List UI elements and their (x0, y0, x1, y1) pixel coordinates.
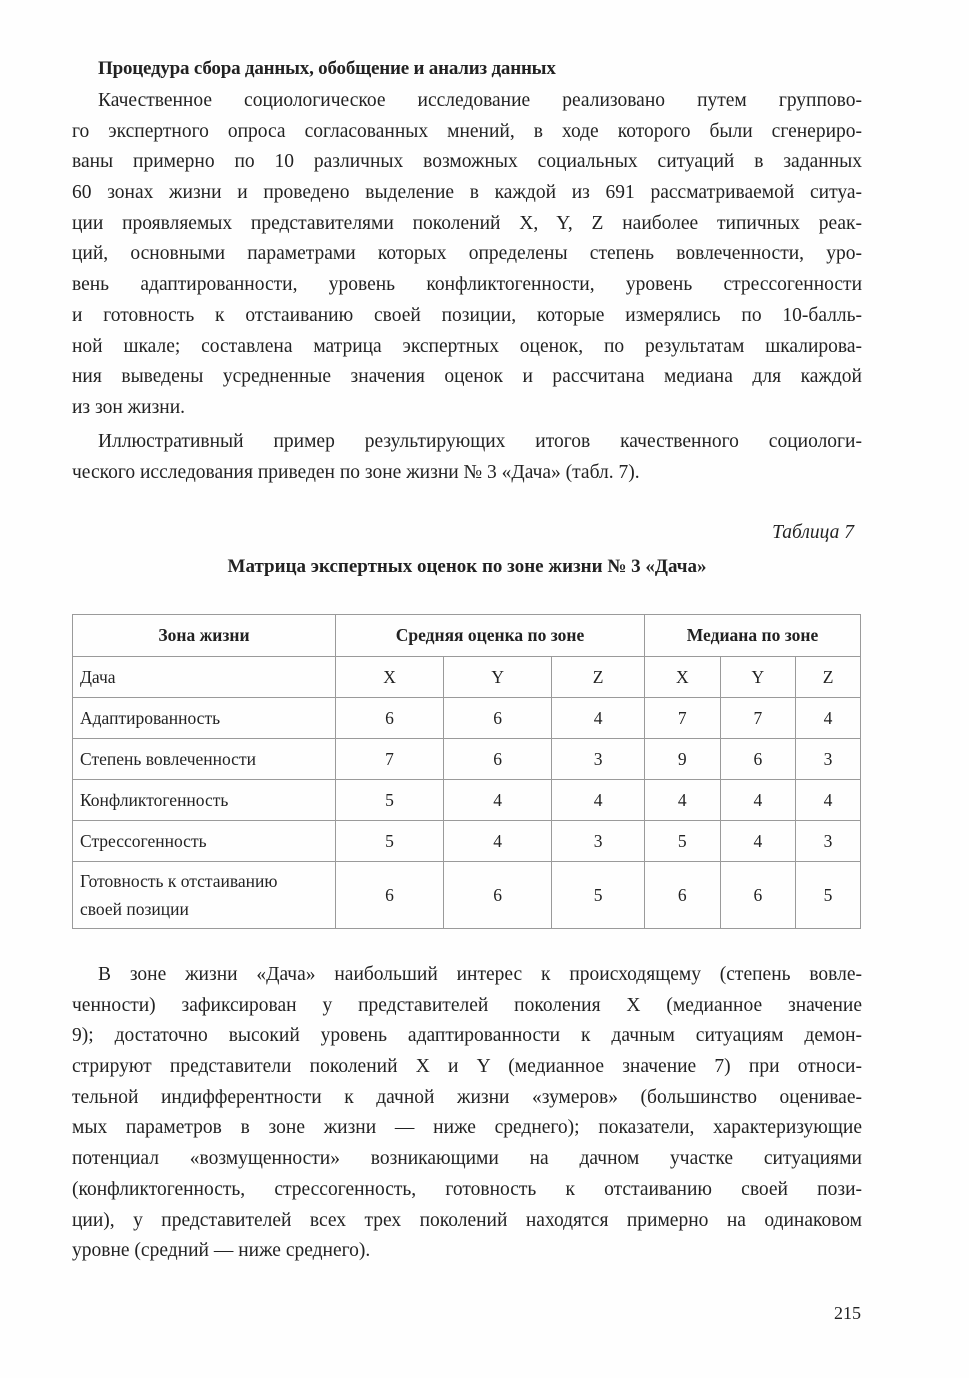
text-line: потенциал «возмущенности» возникающими на дачном участке ситуациями (72, 1148, 862, 1170)
row-label: Адаптированность (73, 698, 336, 739)
value-cell: 5 (336, 780, 444, 821)
text-line: мых параметров в зоне жизни — ниже среднего); показатели, характеризующие (72, 1117, 862, 1139)
text-line: ния выведены усредненные значения оценок и рассчитана медиана для каждой (72, 366, 862, 388)
value-cell: 4 (796, 698, 861, 739)
section-heading: Процедура сбора данных, обобщение и анализ данных (98, 58, 556, 79)
row-label (73, 862, 336, 929)
text-line: ции), у представителей всех трех поколений находятся примерно на одинаковом (72, 1209, 862, 1231)
text-line: ченности) зафиксирован у представителей поколения X (медианное значение (72, 994, 862, 1016)
value-cell: 4 (796, 780, 861, 821)
text-line: 9); достаточно высокий уровень адаптированности к дачным ситуациям демон- (72, 1025, 862, 1047)
value-cell: 3 (552, 739, 645, 780)
text-line: В зоне жизни «Дача» наибольший интерес к происходящему (степень вовле- (98, 964, 862, 985)
value-cell: 3 (552, 821, 645, 862)
text-line: (конфликтогенность, стрессогенность, готовность к отстаиванию своей пози- (72, 1178, 862, 1200)
paragraph-methodology (72, 86, 862, 424)
text-line: тельной индифферентности к дачной жизни «зумеров» (большинство оценивае- (72, 1086, 862, 1108)
value-cell: 5 (796, 862, 861, 929)
row-label: Стрессогенность (73, 821, 336, 862)
table-row (73, 821, 861, 862)
paragraph-illustration (72, 427, 862, 488)
value-cell: 4 (444, 821, 552, 862)
table-header-row (73, 615, 861, 657)
value-cell: 3 (796, 739, 861, 780)
table-row (73, 862, 861, 929)
text-line: из зон жизни. (72, 396, 186, 418)
value-cell: 4 (444, 780, 552, 821)
value-cell: 4 (645, 780, 721, 821)
row-label-line: Готовность к отстаиванию (80, 871, 278, 891)
value-cell: 9 (645, 739, 721, 780)
value-cell: 6 (444, 739, 552, 780)
table-row (73, 739, 861, 780)
text-line: ции проявляемых представителями поколений X, Y, Z наиболее типичных реак- (72, 212, 862, 234)
table-subheader-row (73, 657, 861, 698)
text-line: ческого исследования приведен по зоне жизни № 3 «Дача» (табл. 7). (72, 461, 640, 483)
value-cell: 7 (720, 698, 796, 739)
zone-name-cell: Дача (73, 657, 336, 698)
value-cell: 4 (720, 821, 796, 862)
text-line: го экспертного опроса согласованных мнений, в ходе которого были сгенериро- (72, 120, 862, 142)
value-cell: 7 (336, 739, 444, 780)
table-number-label: Таблица 7 (772, 522, 854, 543)
value-cell: 6 (336, 698, 444, 739)
generation-col-header: Y (444, 657, 552, 698)
text-line: ций, основными параметрами которых определены степень вовлеченности, уро- (72, 243, 862, 265)
text-line: Качественное социологическое исследование реализовано путем группово- (98, 90, 862, 111)
text-line: и готовность к отстаиванию своей позиции, которые измерялись по 10-балль- (72, 304, 862, 326)
table-row (73, 780, 861, 821)
text-line: вень адаптированности, уровень конфликтогенности, уровень стрессогенности (72, 274, 862, 296)
text-line: 60 зонах жизни и проведено выделение в каждой из 691 рассматриваемой ситуа- (72, 182, 862, 204)
row-label: Конфликтогенность (73, 780, 336, 821)
value-cell: 6 (720, 739, 796, 780)
text-line: уровне (средний — ниже среднего). (72, 1240, 371, 1262)
generation-col-header: X (645, 657, 721, 698)
value-cell: 5 (552, 862, 645, 929)
text-line: Иллюстративный пример результирующих итогов качественного социологи- (98, 431, 862, 452)
value-cell: 3 (796, 821, 861, 862)
value-cell: 4 (720, 780, 796, 821)
row-label-line: своей позиции (80, 899, 189, 919)
value-cell: 6 (720, 862, 796, 929)
paragraph-conclusion (72, 960, 862, 1267)
table-row (73, 698, 861, 739)
value-cell: 6 (444, 862, 552, 929)
text-line: стрируют представители поколений X и Y (медианное значение 7) при относи- (72, 1056, 862, 1078)
header-zone: Зона жизни (73, 615, 336, 657)
text-line: ной шкале; составлена матрица экспертных оценок, по результатам шкалирова- (72, 335, 862, 357)
value-cell: 4 (552, 780, 645, 821)
text-line: ваны примерно по 10 различных возможных социальных ситуаций в заданных (72, 151, 862, 173)
header-average: Средняя оценка по зоне (336, 615, 645, 657)
value-cell: 4 (552, 698, 645, 739)
page-number: 215 (834, 1303, 861, 1323)
value-cell: 6 (444, 698, 552, 739)
value-cell: 5 (645, 821, 721, 862)
generation-col-header: Z (796, 657, 861, 698)
value-cell: 5 (336, 821, 444, 862)
expert-assessment-table (72, 614, 861, 929)
row-label: Степень вовлеченности (73, 739, 336, 780)
value-cell: 7 (645, 698, 721, 739)
value-cell: 6 (336, 862, 444, 929)
table-title: Матрица экспертных оценок по зоне жизни № 3 «Дача» (227, 556, 707, 577)
generation-col-header: Y (720, 657, 796, 698)
generation-col-header: Z (552, 657, 645, 698)
generation-col-header: X (336, 657, 444, 698)
value-cell: 6 (645, 862, 721, 929)
header-median: Медиана по зоне (645, 615, 861, 657)
